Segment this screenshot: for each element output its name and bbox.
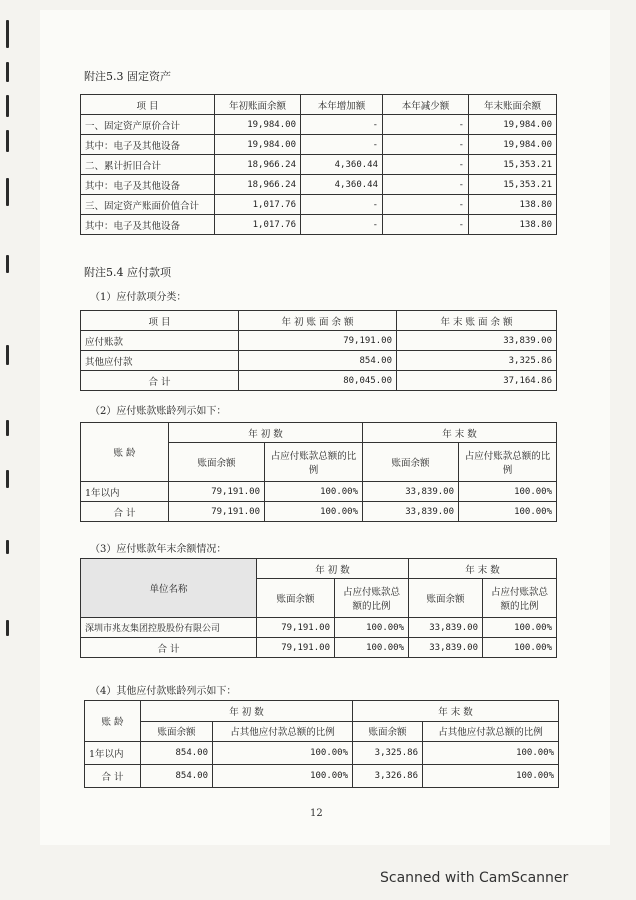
table-header-row [81,423,557,443]
table-header-row [81,95,557,115]
table-row [81,195,557,215]
cell-value: 100.00% [265,482,363,502]
cell-value: 100.00% [483,618,557,638]
binding-mark [6,420,9,436]
binding-mark [6,470,9,488]
table-row [81,371,557,391]
row-label: 应付账款 [81,331,239,351]
header-cell: 年 初 账 面 余 额 [239,311,397,331]
table-row [81,351,557,371]
row-label: 合 计 [85,765,141,788]
row-label: 1年以内 [85,742,141,765]
header-cell: 本年减少额 [383,95,469,115]
binding-mark [6,255,9,273]
table-row [85,742,559,765]
table-header-row [85,721,559,742]
payables-classification-table [80,310,557,391]
header-cell: 项 目 [81,95,215,115]
cell-value: 100.00% [483,638,557,658]
header-cell: 本年增加额 [301,95,383,115]
header-cell: 年 末 账 面 余 额 [397,311,557,331]
header-cell: 账面余额 [257,579,335,618]
cell-value: 19,984.00 [469,135,557,155]
cell-value: - [383,215,469,235]
binding-mark [6,130,9,152]
header-cell: 账面余额 [363,443,459,482]
cell-value: 138.80 [469,215,557,235]
cell-value: 100.00% [335,618,409,638]
table-row [81,482,557,502]
table-row [81,155,557,175]
cell-value: 100.00% [459,482,557,502]
header-cell: 账面余额 [169,443,265,482]
header-cell: 占应付账款总额的比例 [459,443,557,482]
table-row [81,115,557,135]
header-cell: 年 初 数 [257,559,409,579]
cell-value: 3,325.86 [353,742,423,765]
header-cell: 年初账面余额 [215,95,301,115]
section-title-fixed-assets: 附注5.3 固定资产 [84,70,171,83]
cell-value: 3,326.86 [353,765,423,788]
table-row [81,638,557,658]
header-cell: 年 初 数 [141,701,353,722]
header-cell: 年 初 数 [169,423,363,443]
table-row [81,135,557,155]
cell-value: - [301,135,383,155]
cell-value: 79,191.00 [239,331,397,351]
subsection-title: （2）应付账款账龄列示如下： [90,406,227,417]
row-label: 二、累计折旧合计 [81,155,215,175]
header-cell: 账 龄 [85,701,141,742]
cell-value: 33,839.00 [363,502,459,522]
cell-value: 79,191.00 [169,482,265,502]
cell-value: 138.80 [469,195,557,215]
subsection-title: （1）应付款项分类： [90,292,187,303]
binding-mark [6,178,9,206]
cell-value: - [301,195,383,215]
header-cell: 年末账面余额 [469,95,557,115]
row-label: 合 计 [81,638,257,658]
binding-mark [6,20,9,48]
cell-value: 100.00% [423,765,559,788]
header-cell: 账面余额 [409,579,483,618]
header-cell: 占应付账款总额的比例 [483,579,557,618]
payables-aging-table [80,422,557,522]
other-payables-aging-table [84,700,559,788]
binding-mark [6,95,9,117]
row-label: 深圳市兆友集团控股股份有限公司 [81,618,257,638]
row-label: 其他应付款 [81,351,239,371]
cell-value: - [383,195,469,215]
table-row [81,175,557,195]
binding-mark [6,62,9,82]
header-cell: 占应付账款总额的比例 [265,443,363,482]
cell-value: 33,839.00 [409,638,483,658]
table-row [81,618,557,638]
cell-value: 79,191.00 [257,618,335,638]
header-cell: 占其他应付款总额的比例 [423,721,559,742]
cell-value: - [383,155,469,175]
cell-value: 100.00% [335,638,409,658]
cell-value: 80,045.00 [239,371,397,391]
subsection-title: （3）应付账款年末余额情况： [90,544,227,555]
cell-value: - [383,115,469,135]
header-cell: 账面余额 [141,721,213,742]
table-header-row [81,559,557,579]
table-row [81,215,557,235]
cell-value: 15,353.21 [469,155,557,175]
cell-value: 79,191.00 [169,502,265,522]
header-cell: 单位名称 [81,559,257,618]
cell-value: 100.00% [213,765,353,788]
table-row [81,502,557,522]
cell-value: 854.00 [141,742,213,765]
page-number: 12 [310,808,323,819]
cell-value: 79,191.00 [257,638,335,658]
cell-value: 33,839.00 [363,482,459,502]
header-cell: 项 目 [81,311,239,331]
cell-value: 37,164.86 [397,371,557,391]
row-label: 三、固定资产账面价值合计 [81,195,215,215]
cell-value: - [301,215,383,235]
header-cell: 账 龄 [81,423,169,482]
table-header-row [81,311,557,331]
subsection-title: （4）其他应付款账龄列示如下： [90,686,237,697]
cell-value: 100.00% [265,502,363,522]
cell-value: - [383,175,469,195]
cell-value: 18,966.24 [215,175,301,195]
cell-value: 15,353.21 [469,175,557,195]
section-title-payables: 附注5.4 应付款项 [84,266,171,279]
binding-mark [6,620,9,636]
cell-value: 19,984.00 [215,135,301,155]
header-cell: 年 末 数 [409,559,557,579]
table-row [81,331,557,351]
cell-value: - [383,135,469,155]
cell-value: 854.00 [239,351,397,371]
cell-value: 100.00% [423,742,559,765]
binding-mark [6,345,9,365]
cell-value: 33,839.00 [397,331,557,351]
row-label: 合 计 [81,371,239,391]
cell-value: 4,360.44 [301,155,383,175]
row-label: 合 计 [81,502,169,522]
row-label: 其中：电子及其他设备 [81,135,215,155]
cell-value: 854.00 [141,765,213,788]
table-header-row [85,701,559,722]
cell-value: - [301,115,383,135]
cell-value: 1,017.76 [215,195,301,215]
cell-value: 19,984.00 [215,115,301,135]
header-cell: 账面余额 [353,721,423,742]
cell-value: 1,017.76 [215,215,301,235]
row-label: 其中：电子及其他设备 [81,175,215,195]
cell-value: 100.00% [459,502,557,522]
row-label: 一、固定资产原价合计 [81,115,215,135]
header-cell: 年 末 数 [353,701,559,722]
row-label: 1年以内 [81,482,169,502]
scanner-watermark: Scanned with CamScanner [380,870,569,886]
payables-balance-table [80,558,557,658]
cell-value: 33,839.00 [409,618,483,638]
header-cell: 年 末 数 [363,423,557,443]
binding-mark [6,540,9,554]
cell-value: 18,966.24 [215,155,301,175]
cell-value: 3,325.86 [397,351,557,371]
header-cell: 占应付账款总额的比例 [335,579,409,618]
table-row [85,765,559,788]
cell-value: 19,984.00 [469,115,557,135]
header-cell: 占其他应付款总额的比例 [213,721,353,742]
row-label: 其中：电子及其他设备 [81,215,215,235]
fixed-assets-table [80,94,557,235]
cell-value: 4,360.44 [301,175,383,195]
cell-value: 100.00% [213,742,353,765]
